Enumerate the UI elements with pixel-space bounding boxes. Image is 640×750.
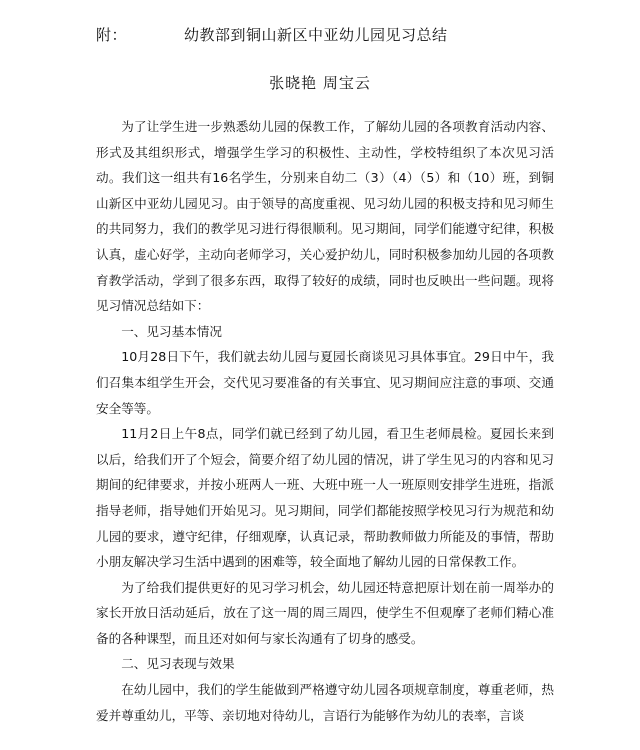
body-paragraph: 11月2日上午8点，同学们就已经到了幼儿园，看卫生老师晨检。夏园长来到以后，给我们开了个短会，简要介绍了幼儿园的情况，讲了学生见习的内容和见习期间的纪律要求，并按小班两人一班、大班中班一人一班原则安排学生进班，指派指导老师，指导她们开始见习。见习期间，同学们都能按照学校见习行为规范和幼儿园的要求，遵守纪律，仔细观摩，认真记录，帮助教师做力所能及的事情，帮助小朋友解决学习生活中遇到的困难等，较全面地了解幼儿园的日常保教工作。 [96, 426, 554, 570]
attachment-label: 附： [96, 26, 128, 44]
body-paragraph: 在幼儿园中，我们的学生能做到严格遵守幼儿园各项规章制度，尊重老师，热爱并尊重幼儿，平等、亲切地对待幼儿，言语行为能够作为幼儿的表率，言谈 [96, 682, 554, 723]
section-heading-1: 一、见习基本情况 [121, 323, 222, 339]
document-title: 幼教部到铜山新区中亚幼儿园见习总结 [184, 26, 448, 44]
body-paragraph: 10月28日下午，我们就去幼儿园与夏园长商谈见习具体事宜。29日中午，我们召集本组学生开会，交代见习要准备的有关事宜、见习期间应注意的事项、交通安全等等。 [96, 349, 554, 416]
body-paragraph: 为了给我们提供更好的见习学习机会，幼儿园还特意把原计划在前一周举办的家长开放日活动延后，放在了这一周的周三周四，使学生不但观摩了老师们精心准备的各种课型，而且还对如何与家长沟通有了切身的感受。 [96, 579, 554, 646]
intro-paragraph: 为了让学生进一步熟悉幼儿园的保教工作，了解幼儿园的各项教育活动内容、形式及其组织形式，增强学生学习的积极性、主动性，学校特组织了本次见习活动。我们这一组共有16名学生，分别来自幼二（3）（4）（5）和（10）班，到铜山新区中亚幼儿园见习。由于领导的高度重视、见习幼儿园的积极支持和见习师生的共同努力，我们的教学见习进行得很顺利。见习期间，同学们能遵守纪律，积极认真，虚心好学，主动向老师学习，关心爱护幼儿，同时积极参加幼儿园的各项教育教学活动，学到了很多东西，取得了较好的成绩，同时也反映出一些问题。现将见习情况总结如下： [96, 119, 554, 314]
document-header [96, 24, 448, 45]
document-body [96, 114, 554, 728]
author-names: 张晓艳 周宝云 [269, 74, 371, 92]
section-heading-2: 二、见习表现与效果 [121, 656, 235, 672]
